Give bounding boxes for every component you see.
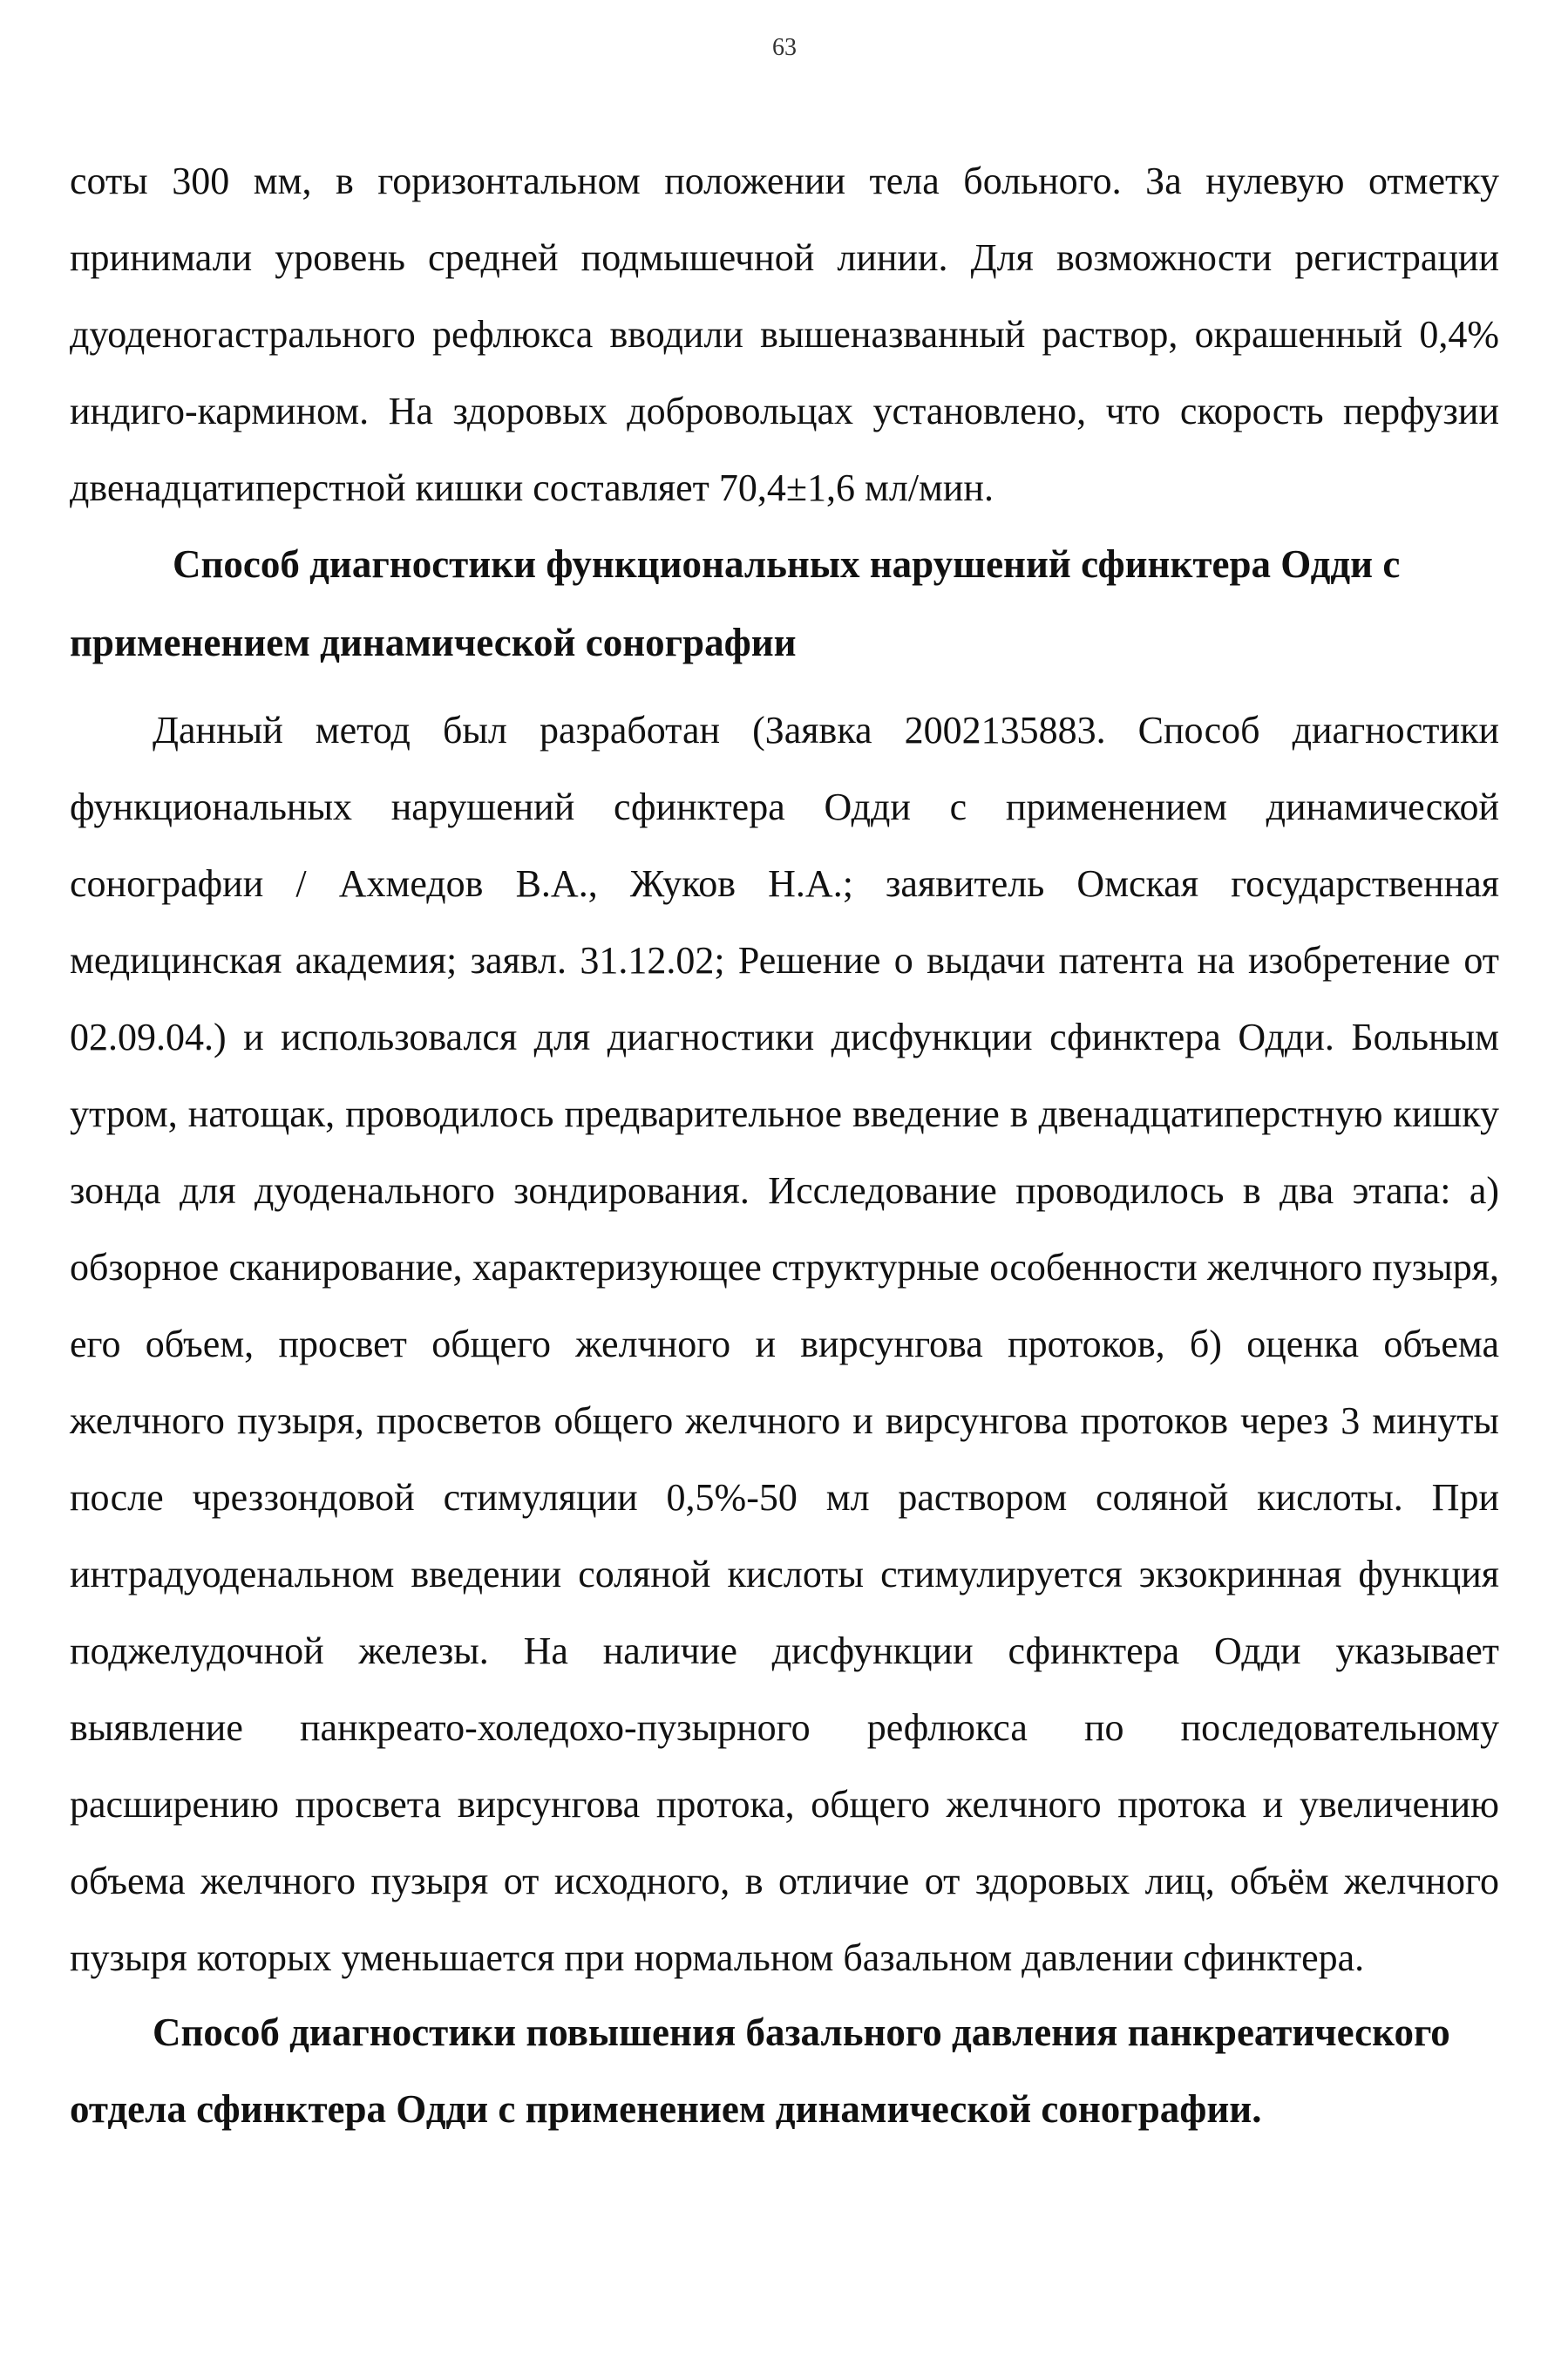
section-heading-1: Способ диагностики функциональных нарушений сфинктера Одди с применением динамической сонографии [70,542,1401,665]
intro-paragraph: соты 300 мм, в горизонтальном положении тела больного. За нулевую отметку принимали уровень средней подмышечной линии. Для возможности регистрации дуоденогастрального рефлюкса вводили вышеназванный раствор, окрашенный 0,4% индиго-кармином. На здоровых добровольцах установлено, что скорость перфузии двенадцатиперстной кишки составляет 70,4±1,6 мл/мин. [70,160,1499,509]
document-page [70,35,1499,2319]
page-number: 63 [772,34,797,61]
section-heading-2: Способ диагностики повышения базального давления панкреатического отдела сфинктера Одди с применением динамической сонографии. [70,2010,1450,2132]
method-paragraph: Данный метод был разработан (Заявка 2002135883. Способ диагностики функциональных нарушений сфинктера Одди с применением динамической сонографии / Ахмедов В.А., Жуков Н.А.; заявитель Омская государственная медицинская академия; заявл. 31.12.02; Решение о выдачи патента на изобретение от 02.09.04.) и использовался для диагностики дисфункции сфинктера Одди. Больным утром, натощак, проводилось предварительное введение в двенадцатиперстную кишку зонда для дуоденального зондирования. Исследование проводилось в два этапа: а) обзорное сканирование, характеризующее структурные особенности желчного пузыря, его объем, просвет общего желчного и вирсунгова протоков, б) оценка объема желчного пузыря, просветов общего желчного и вирсунгова протоков через 3 минуты после чреззондовой стимуляции 0,5%-50 мл раствором соляной кислоты. При интрадуоденальном введении соляной кислоты стимулируется экзокринная функция поджелудочной железы. На наличие дисфункции сфинктера Одди указывает выявление панкреато-холедохо-пузырного рефлюкса по последовательному расширению просвета вирсунгова протока, общего желчного протока и увеличению объема желчного пузыря от исходного, в отличие от здоровых лиц, объём желчного пузыря которых уменьшается при нормальном базальном давлении сфинктера. [70,709,1499,1979]
